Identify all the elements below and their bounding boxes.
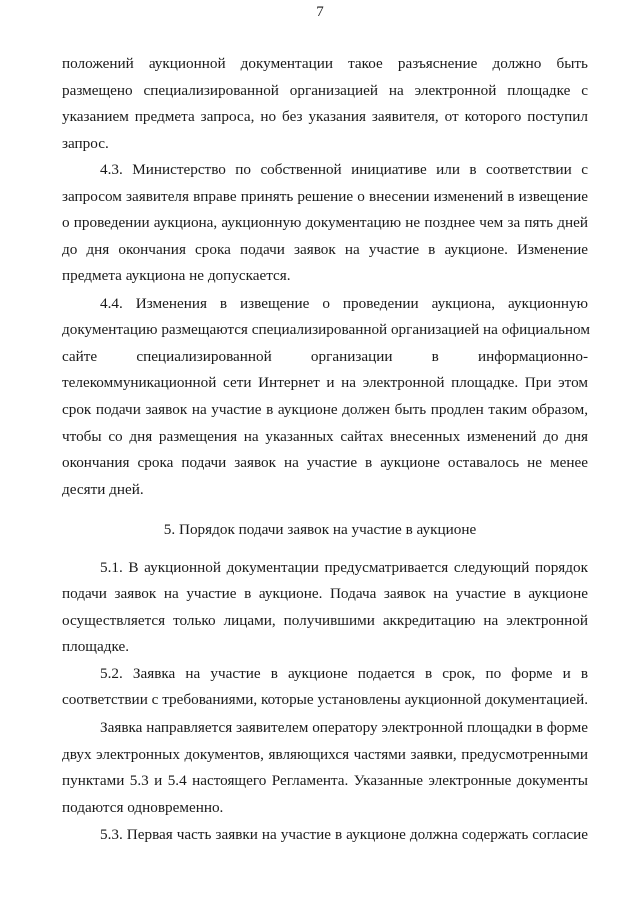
text-line: размещено специализированной организацией на электронной площадке с	[62, 82, 588, 99]
text-line: 5.1. В аукционной документации предусматривается следующий порядок	[100, 559, 588, 576]
text-line: подаются одновременно.	[62, 799, 224, 816]
text-line: телекоммуникационной сети Интернет и на электронной площадке. При этом	[62, 374, 588, 391]
text-line: предмета аукциона не допускается.	[62, 267, 291, 284]
section-heading: 5. Порядок подачи заявок на участие в аукционе	[163, 521, 477, 538]
text-line: срок подачи заявок на участие в аукционе должен быть продлен таким образом,	[62, 401, 588, 418]
text-line: двух электронных документов, являющихся частями заявки, предусмотренными	[62, 746, 588, 763]
text-line: подачи заявок на участие в аукционе. Подача заявок на участие в аукционе	[62, 585, 588, 602]
text-line: 5.2. Заявка на участие в аукционе подается в срок, по форме и в	[100, 665, 588, 682]
text-line: до дня окончания срока подачи заявок на участие в аукционе. Изменение	[62, 241, 588, 258]
text-line: указанием предмета запроса, но без указания заявителя, от которого поступил	[62, 108, 588, 125]
text-line: 4.3. Министерство по собственной инициативе или в соответствии с	[100, 161, 588, 178]
text-line: Заявка направляется заявителем оператору электронной площадки в форме	[100, 719, 588, 736]
text-line: запрос.	[62, 135, 109, 152]
text-line: площадке.	[62, 638, 130, 655]
text-line: десяти дней.	[62, 481, 144, 498]
text-line: положений аукционной документации такое разъяснение должно быть	[62, 55, 588, 72]
text-line: о проведении аукциона, аукционную документацию не позднее чем за пять дней	[62, 214, 588, 231]
text-line: осуществляется только лицами, получившими аккредитацию на электронной	[62, 612, 588, 629]
text-line: пунктами 5.3 и 5.4 настоящего Регламента. Указанные электронные документы	[62, 772, 588, 789]
text-line: сайте специализированной организации в информационно-	[62, 348, 588, 365]
page-number: 7	[316, 4, 324, 20]
text-line: окончания срока подачи заявок на участие в аукционе оставалось не менее	[62, 454, 588, 471]
text-line: 5.3. Первая часть заявки на участие в аукционе должна содержать согласие	[100, 826, 588, 843]
text-line: запросом заявителя вправе принять решение о внесении изменений в извещение	[62, 188, 588, 205]
text-line: 4.4. Изменения в извещение о проведении аукциона, аукционную	[100, 295, 588, 312]
text-line: соответствии с требованиями, которые установлены аукционной документацией.	[62, 691, 588, 708]
text-line: чтобы со дня размещения на указанных сайтах внесенных изменений до дня	[62, 428, 588, 445]
text-line: документацию размещаются специализированной организацией на официальном	[62, 321, 590, 338]
